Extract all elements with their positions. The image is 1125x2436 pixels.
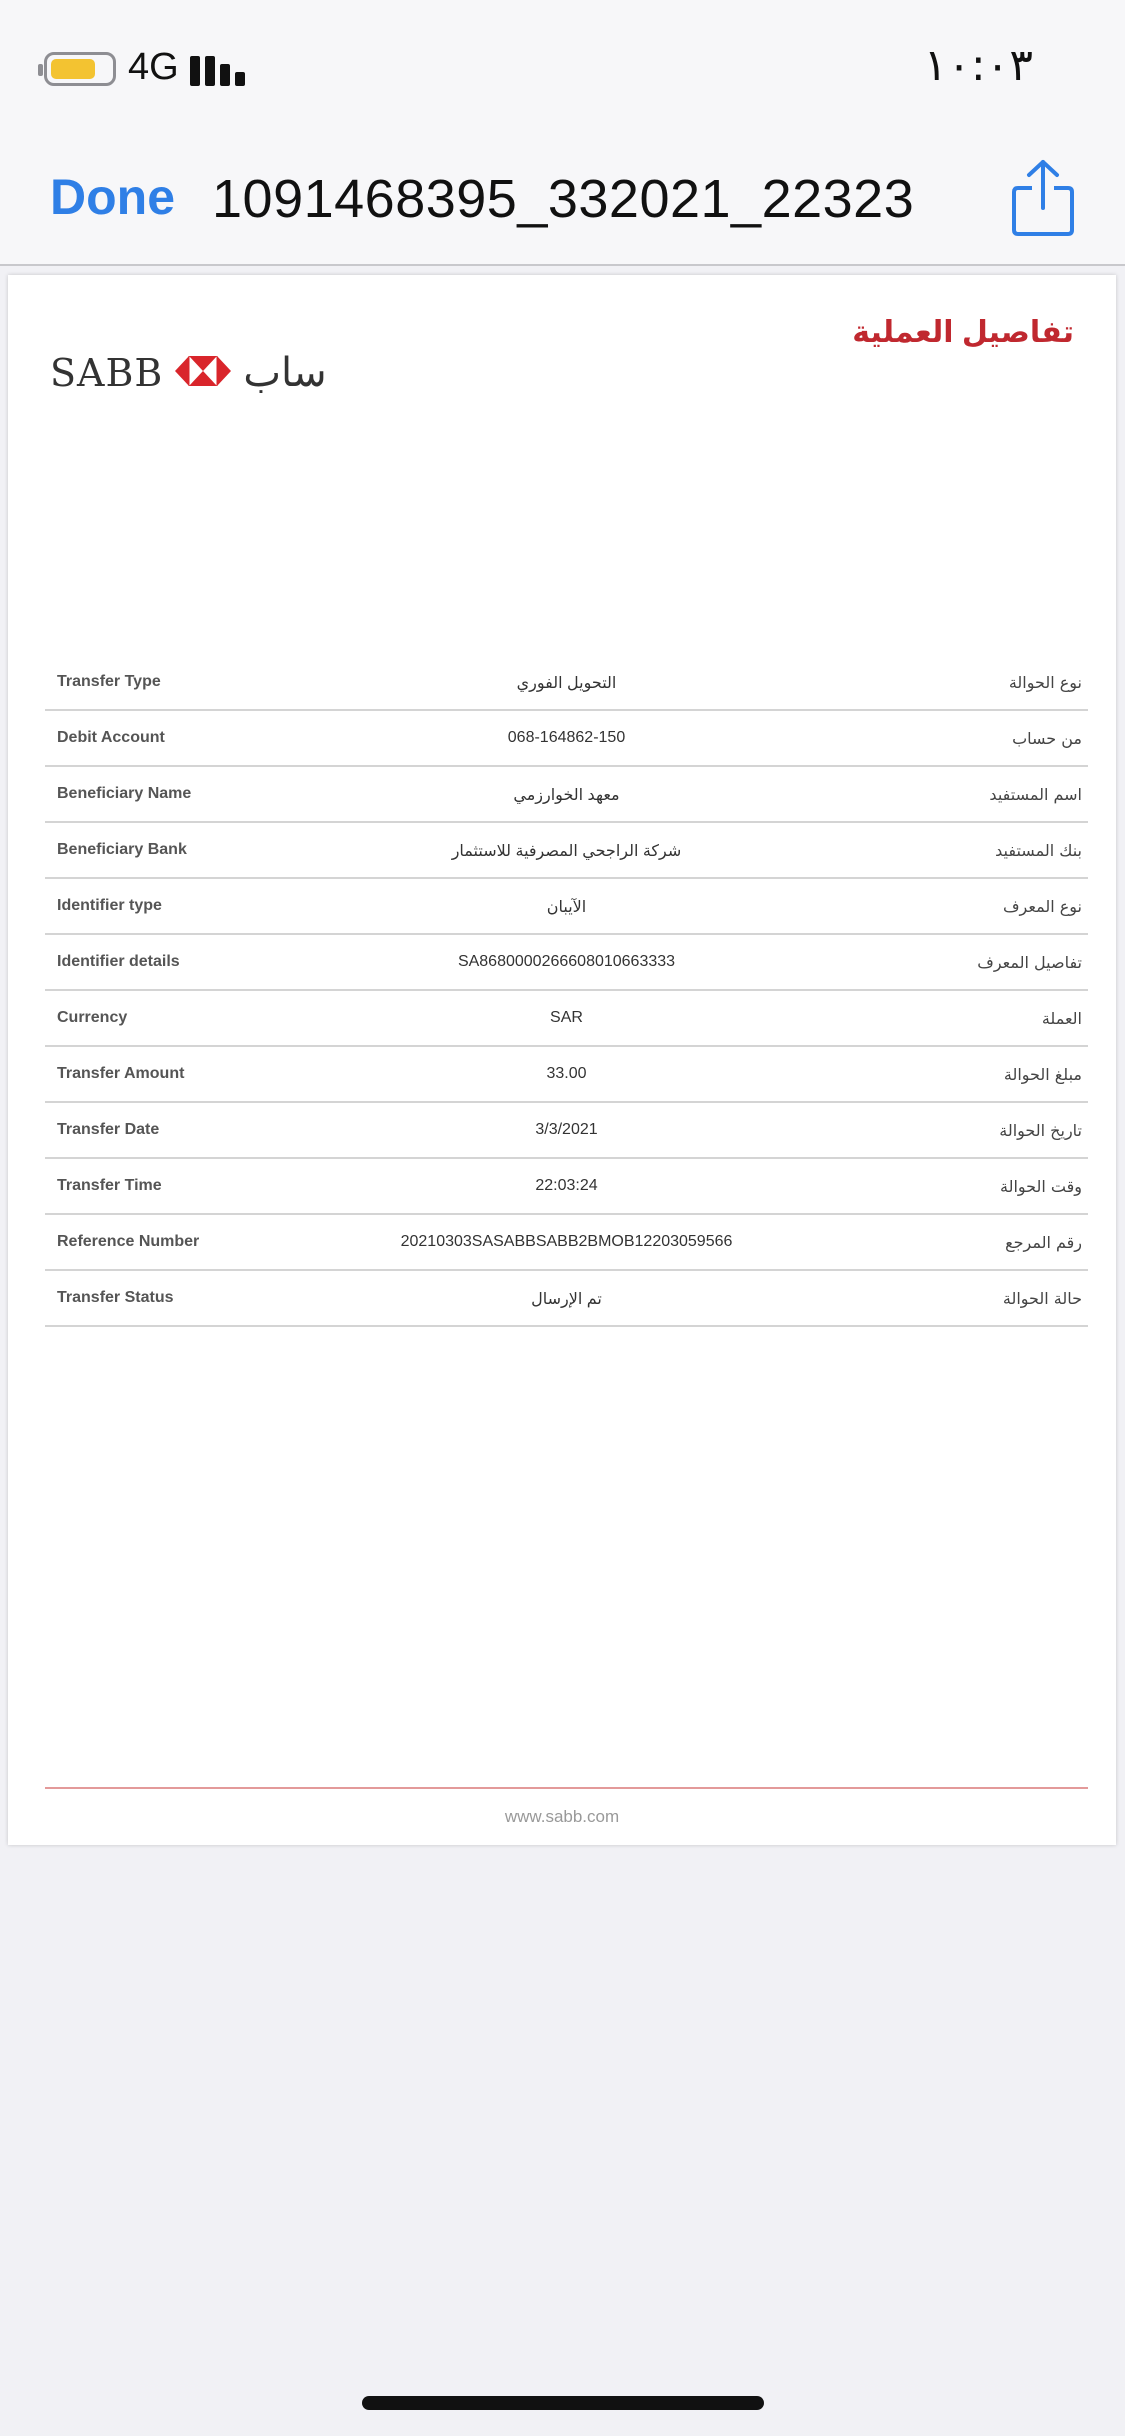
row-label-english: Beneficiary Name	[57, 785, 192, 802]
row-label-english: Identifier details	[57, 953, 180, 970]
logo-latin-text: SABB	[50, 351, 164, 395]
table-row	[45, 655, 1088, 711]
row-label-english: Beneficiary Bank	[57, 841, 187, 858]
table-row	[45, 711, 1088, 767]
sabb-hexagon-logo-icon	[175, 356, 231, 391]
row-label-arabic: نوع المعرف	[1002, 897, 1082, 916]
row-label-english: Currency	[57, 1009, 128, 1026]
transaction-details-table	[45, 655, 1088, 1327]
row-label-arabic: بنك المستفيد	[995, 841, 1082, 860]
row-label-english: Identifier type	[57, 897, 162, 914]
share-icon[interactable]	[1008, 158, 1078, 238]
table-row	[45, 1103, 1088, 1159]
row-label-english: Transfer Type	[57, 673, 161, 690]
row-value: تم الإرسال	[531, 1291, 602, 1308]
home-indicator[interactable]	[362, 2396, 764, 2410]
row-label-arabic: تفاصيل المعرف	[977, 953, 1082, 972]
table-row	[45, 991, 1088, 1047]
row-label-english: Debit Account	[57, 729, 165, 746]
footer-divider	[45, 1787, 1088, 1789]
row-label-english: Transfer Time	[57, 1177, 162, 1194]
table-row	[45, 1047, 1088, 1103]
table-row	[45, 767, 1088, 823]
page-title: تفاصيل العملية	[852, 316, 1074, 349]
table-row	[45, 1215, 1088, 1271]
row-label-arabic: رقم المرجع	[1005, 1233, 1082, 1252]
row-value: التحويل الفوري	[516, 675, 617, 692]
document-title: 1091468395_332021_22323	[212, 169, 915, 229]
signal-strength-icon	[190, 56, 250, 86]
row-label-english: Transfer Amount	[57, 1065, 185, 1082]
row-value: 22:03:24	[535, 1177, 598, 1194]
row-value: 3/3/2021	[535, 1121, 598, 1138]
row-label-arabic: تاريخ الحوالة	[999, 1121, 1082, 1140]
row-label-english: Transfer Status	[57, 1289, 174, 1306]
sabb-logo	[50, 350, 327, 396]
row-label-english: Reference Number	[57, 1233, 200, 1250]
table-row	[45, 1159, 1088, 1215]
row-label-arabic: وقت الحوالة	[1000, 1177, 1082, 1196]
row-value: معهد الخوارزمي	[513, 787, 620, 804]
row-label-arabic: مبلغ الحوالة	[1003, 1065, 1082, 1084]
row-value: شركة الراجحي المصرفية للاستثمار	[451, 843, 682, 860]
row-value: 33.00	[546, 1065, 587, 1082]
footer-website: www.sabb.com	[504, 1807, 620, 1826]
status-time: ١٠:٠٣	[923, 40, 1033, 91]
table-row	[45, 935, 1088, 991]
row-value: 068-164862-150	[507, 729, 626, 746]
navigation-bar	[0, 130, 1125, 266]
network-type: 4G	[128, 46, 179, 88]
table-row	[45, 879, 1088, 935]
status-bar	[0, 0, 1125, 130]
row-value: الآيبان	[546, 899, 587, 916]
row-value: SAR	[550, 1009, 583, 1026]
document-page	[8, 275, 1116, 1845]
logo-arabic-text: ساب	[243, 350, 327, 396]
row-label-arabic: من حساب	[1012, 729, 1082, 748]
battery-icon	[44, 52, 116, 86]
row-label-arabic: العملة	[1041, 1009, 1082, 1028]
table-row	[45, 1271, 1088, 1327]
row-label-arabic: اسم المستفيد	[989, 785, 1082, 804]
row-value: SA8680000266608010663333	[457, 953, 676, 970]
table-row	[45, 823, 1088, 879]
row-label-english: Transfer Date	[57, 1121, 160, 1138]
row-label-arabic: نوع الحوالة	[1008, 673, 1082, 692]
row-value: 20210303SASABBSABB2BMOB12203059566	[400, 1233, 733, 1250]
done-button[interactable]: Done	[50, 169, 175, 225]
row-label-arabic: حالة الحوالة	[1002, 1289, 1082, 1308]
